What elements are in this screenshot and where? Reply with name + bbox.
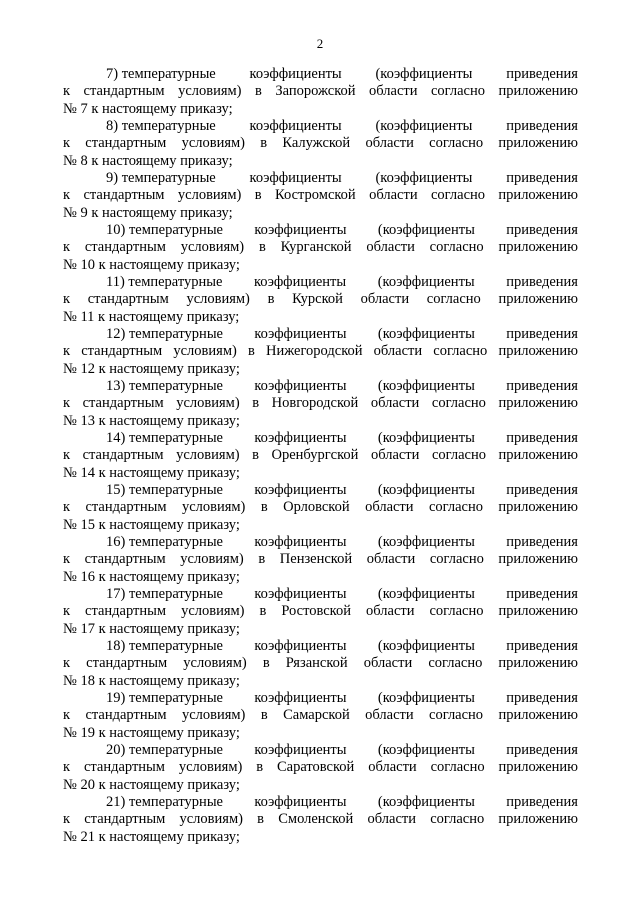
word: условиям) [178, 83, 242, 100]
word: (коэффициенты [377, 794, 475, 810]
word: коэффициенты [254, 274, 347, 290]
word: согласно [429, 551, 484, 568]
word: к [63, 499, 71, 516]
word: условиям) [180, 551, 244, 568]
list-item [63, 742, 578, 794]
word: приведения [506, 274, 578, 290]
word: 8) температурные [106, 118, 216, 134]
word: приложению [498, 603, 578, 620]
list-item [63, 378, 578, 430]
word: стандартным [81, 343, 163, 360]
word: приложению [498, 83, 578, 100]
text-line: № 18 к настоящему приказу; [63, 672, 240, 689]
text-line [63, 794, 578, 811]
word: коэффициенты [254, 742, 347, 758]
word: области [373, 343, 423, 360]
word: области [370, 395, 420, 412]
word: в [259, 603, 267, 620]
word: Костромской [275, 187, 356, 204]
word: согласно [433, 343, 488, 360]
word: 21) температурные [106, 794, 223, 810]
word: согласно [431, 395, 486, 412]
word: 18) температурные [106, 638, 223, 654]
word: (коэффициенты [377, 638, 475, 654]
word: в [260, 499, 268, 516]
word: Пензенской [279, 551, 353, 568]
word: стандартным [84, 239, 166, 256]
word: приведения [506, 534, 578, 550]
word: стандартным [82, 395, 164, 412]
word: Курской [292, 291, 343, 308]
word: условиям) [173, 343, 237, 360]
text-line: № 16 к настоящему приказу; [63, 568, 240, 585]
word: коэффициенты [254, 430, 347, 446]
word: области [365, 135, 414, 152]
word: стандартным [83, 759, 165, 776]
text-line: № 11 к настоящему приказу; [63, 308, 240, 325]
text-body [63, 66, 578, 846]
text-line [63, 707, 578, 724]
word: 16) температурные [106, 534, 223, 550]
word: (коэффициенты [377, 690, 475, 706]
word: стандартным [83, 83, 165, 100]
word: условиям) [177, 187, 242, 204]
word: согласно [428, 655, 483, 672]
word: приложению [498, 187, 578, 204]
word: коэффициенты [254, 534, 347, 550]
list-item [63, 118, 578, 170]
word: стандартным [84, 811, 166, 828]
list-item [63, 534, 578, 586]
word: условиям) [186, 291, 250, 308]
word: в [267, 291, 275, 308]
text-line [63, 603, 578, 620]
word: согласно [429, 239, 484, 256]
word: (коэффициенты [377, 742, 475, 758]
word: стандартным [85, 499, 167, 516]
word: стандартным [82, 447, 164, 464]
list-item [63, 274, 578, 326]
text-line [63, 759, 578, 776]
word: стандартным [83, 187, 165, 204]
word: 12) температурные [106, 326, 223, 342]
word: 9) температурные [106, 170, 216, 186]
text-line [63, 499, 578, 516]
word: согласно [430, 83, 485, 100]
text-line [63, 274, 578, 291]
word: области [369, 83, 418, 100]
word: коэффициенты [254, 690, 347, 706]
word: Нижегородской [265, 343, 363, 360]
word: к [63, 811, 71, 828]
word: Оренбургской [271, 447, 359, 464]
word: условиям) [176, 395, 240, 412]
word: к [63, 603, 71, 620]
word: стандартным [85, 707, 167, 724]
word: к [63, 135, 71, 152]
word: в [262, 655, 270, 672]
word: приложению [498, 135, 578, 152]
word: согласно [428, 499, 483, 516]
text-line: № 10 к настоящему приказу; [63, 256, 240, 273]
word: к [63, 291, 71, 308]
text-line [63, 343, 578, 360]
word: 14) температурные [106, 430, 223, 446]
word: условиям) [178, 759, 243, 776]
text-line: № 20 к настоящему приказу; [63, 776, 240, 793]
text-line [63, 222, 578, 239]
word: приведения [506, 794, 578, 810]
text-line [63, 239, 578, 256]
text-line [63, 170, 578, 187]
list-item [63, 482, 578, 534]
word: Самарской [283, 707, 350, 724]
word: Рязанской [285, 655, 348, 672]
word: согласно [430, 811, 485, 828]
word: области [366, 603, 415, 620]
text-line: № 15 к настоящему приказу; [63, 516, 240, 533]
word: 17) температурные [106, 586, 223, 602]
word: в [247, 343, 255, 360]
word: коэффициенты [254, 586, 347, 602]
word: согласно [426, 291, 481, 308]
word: Саратовской [276, 759, 355, 776]
word: к [63, 239, 71, 256]
word: (коэффициенты [377, 326, 475, 342]
word: области [365, 499, 414, 516]
word: (коэффициенты [377, 378, 475, 394]
word: к [63, 551, 71, 568]
word: в [252, 447, 259, 464]
word: стандартным [87, 291, 169, 308]
list-item [63, 326, 578, 378]
word: к [63, 759, 71, 776]
word: приложению [498, 447, 578, 464]
word: (коэффициенты [377, 482, 475, 498]
word: к [63, 707, 71, 724]
word: 7) температурные [106, 66, 216, 82]
text-line [63, 690, 578, 707]
word: приведения [506, 742, 578, 758]
word: приложению [498, 551, 578, 568]
word: условиям) [181, 135, 246, 152]
word: Курганской [280, 239, 352, 256]
word: (коэффициенты [377, 430, 475, 446]
word: в [258, 239, 266, 256]
word: (коэффициенты [375, 118, 473, 134]
word: области [367, 811, 416, 828]
text-line [63, 551, 578, 568]
word: в [252, 395, 260, 412]
word: 11) температурные [106, 274, 223, 290]
list-item [63, 690, 578, 742]
text-line: № 8 к настоящему приказу; [63, 152, 233, 169]
text-line [63, 742, 578, 759]
word: приложению [498, 655, 578, 672]
word: в [254, 187, 262, 204]
word: коэффициенты [254, 222, 347, 238]
word: коэффициенты [249, 118, 342, 134]
word: к [63, 655, 71, 672]
word: приложению [498, 499, 578, 516]
word: согласно [429, 707, 484, 724]
word: в [255, 83, 262, 100]
word: согласно [429, 603, 484, 620]
text-line [63, 83, 578, 100]
word: условиям) [181, 707, 246, 724]
text-line: № 21 к настоящему приказу; [63, 828, 240, 845]
word: коэффициенты [254, 638, 347, 654]
text-line [63, 291, 578, 308]
word: (коэффициенты [377, 586, 475, 602]
word: приложению [498, 811, 578, 828]
word: согласно [429, 135, 484, 152]
word: к [63, 83, 71, 100]
text-line [63, 395, 578, 412]
text-line [63, 482, 578, 499]
word: приведения [506, 586, 578, 602]
text-line: № 19 к настоящему приказу; [63, 724, 240, 741]
word: 15) температурные [106, 482, 223, 498]
text-line [63, 638, 578, 655]
word: области [369, 187, 418, 204]
word: условиям) [180, 239, 245, 256]
text-line [63, 811, 578, 828]
text-line: № 9 к настоящему приказу; [63, 204, 233, 221]
list-item [63, 430, 578, 482]
list-item [63, 586, 578, 638]
text-line [63, 447, 578, 464]
text-line [63, 187, 578, 204]
word: приложению [498, 291, 578, 308]
text-line [63, 135, 578, 152]
word: условиям) [183, 655, 247, 672]
word: приведения [506, 690, 578, 706]
text-line [63, 66, 578, 83]
page-number: 2 [316, 36, 324, 51]
word: условиям) [179, 811, 243, 828]
word: приведения [506, 222, 578, 238]
word: приведения [506, 118, 578, 134]
word: Орловской [283, 499, 350, 516]
word: (коэффициенты [377, 534, 475, 550]
word: приведения [506, 378, 578, 394]
word: в [257, 811, 265, 828]
text-line: № 17 к настоящему приказу; [63, 620, 240, 637]
text-line: № 12 к настоящему приказу; [63, 360, 240, 377]
word: согласно [431, 447, 486, 464]
word: стандартным [84, 551, 166, 568]
word: 13) температурные [106, 378, 223, 394]
word: условиям) [176, 447, 240, 464]
word: стандартным [85, 603, 167, 620]
word: коэффициенты [249, 170, 342, 186]
word: в [260, 135, 268, 152]
word: коэффициенты [254, 794, 347, 810]
word: приведения [506, 66, 578, 82]
list-item [63, 66, 578, 118]
text-line [63, 430, 578, 447]
word: области [365, 707, 414, 724]
word: (коэффициенты [375, 66, 473, 82]
text-line: № 13 к настоящему приказу; [63, 412, 240, 429]
word: области [360, 291, 410, 308]
text-line: № 14 к настоящему приказу; [63, 464, 240, 481]
text-line [63, 655, 578, 672]
word: области [366, 551, 416, 568]
word: коэффициенты [254, 378, 347, 394]
word: области [368, 759, 417, 776]
list-item [63, 638, 578, 690]
word: Ростовской [281, 603, 352, 620]
word: 20) температурные [106, 742, 223, 758]
text-line [63, 118, 578, 135]
word: области [366, 239, 415, 256]
word: коэффициенты [254, 482, 347, 498]
word: приведения [506, 430, 578, 446]
word: стандартным [85, 135, 167, 152]
word: условиям) [181, 499, 246, 516]
word: стандартным [86, 655, 168, 672]
list-item [63, 794, 578, 846]
word: 19) температурные [106, 690, 223, 706]
word: коэффициенты [249, 66, 342, 82]
word: приведения [506, 638, 578, 654]
word: в [258, 551, 266, 568]
word: согласно [430, 759, 485, 776]
word: согласно [431, 187, 486, 204]
text-line: № 7 к настоящему приказу; [63, 100, 233, 117]
text-line [63, 534, 578, 551]
word: к [63, 187, 71, 204]
word: приложению [498, 343, 578, 360]
list-item [63, 170, 578, 222]
word: условиям) [181, 603, 245, 620]
word: приложению [498, 239, 578, 256]
word: приложению [498, 395, 578, 412]
word: к [63, 447, 71, 464]
word: приложению [498, 707, 578, 724]
word: (коэффициенты [377, 222, 475, 238]
word: Новгородской [271, 395, 359, 412]
word: области [363, 655, 413, 672]
word: Калужской [282, 135, 351, 152]
word: коэффициенты [254, 326, 347, 342]
word: Запорожской [275, 83, 356, 100]
word: приведения [506, 482, 578, 498]
word: приложению [498, 759, 578, 776]
list-item [63, 222, 578, 274]
word: к [63, 395, 71, 412]
word: области [370, 447, 420, 464]
text-line [63, 378, 578, 395]
word: (коэффициенты [375, 170, 473, 186]
word: в [256, 759, 264, 776]
word: приведения [506, 170, 578, 186]
word: Смоленской [278, 811, 354, 828]
text-line [63, 326, 578, 343]
word: приведения [506, 326, 578, 342]
word: в [260, 707, 268, 724]
text-line [63, 586, 578, 603]
word: (коэффициенты [377, 274, 475, 290]
word: 10) температурные [106, 222, 223, 238]
word: к [63, 343, 71, 360]
